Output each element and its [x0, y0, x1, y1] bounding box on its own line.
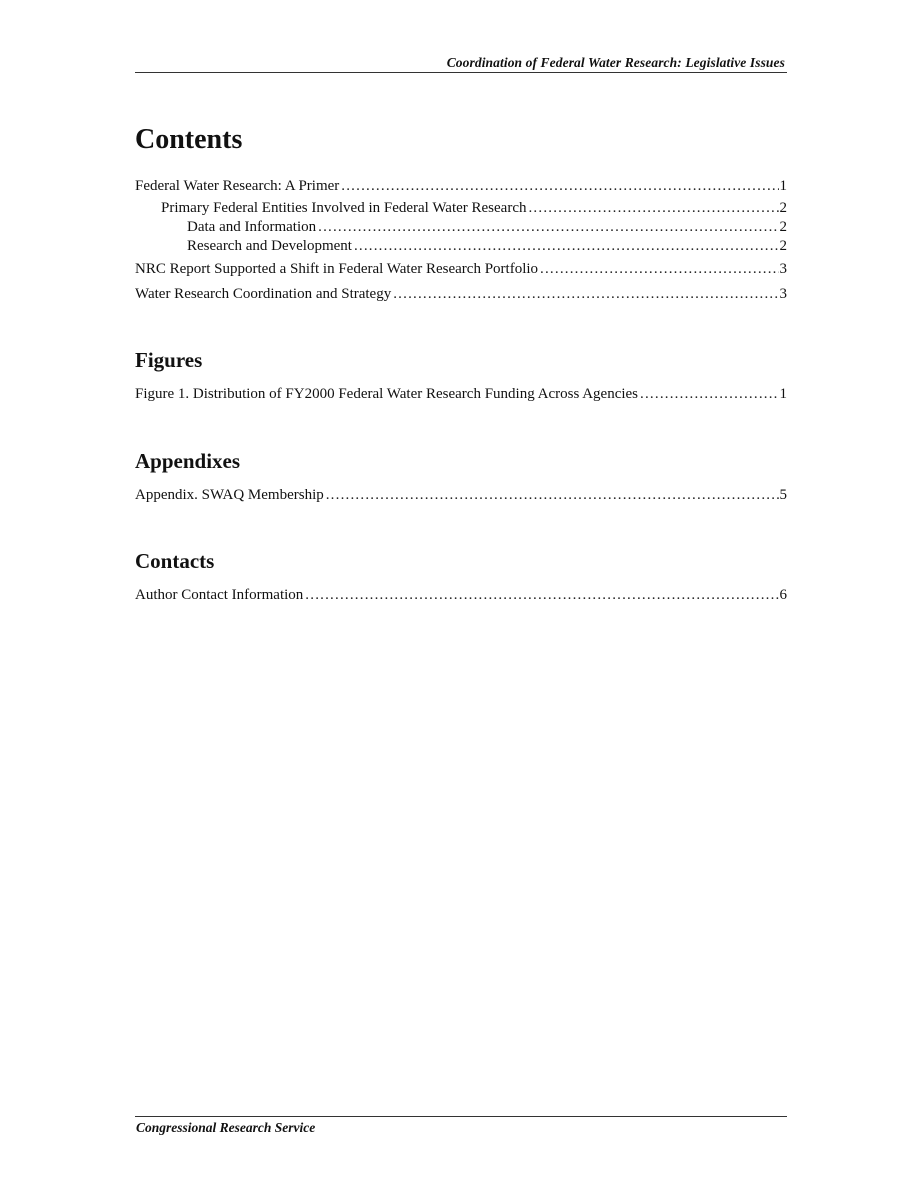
toc-entry[interactable]: [135, 260, 787, 279]
toc-entry-label: Research and Development: [187, 238, 352, 254]
toc-page-number: 2: [779, 200, 787, 216]
page-footer: [135, 1116, 787, 1135]
toc-page-number: 3: [779, 286, 787, 302]
toc-entry-label: NRC Report Supported a Shift in Federal Water Research Portfolio: [135, 261, 539, 277]
toc-page-number: 1: [779, 178, 787, 194]
toc-entry-label: Water Research Coordination and Strategy: [135, 286, 392, 302]
toc-entry-label: Data and Information: [187, 219, 317, 235]
toc-page-number: 1: [779, 386, 787, 402]
toc-entry[interactable]: [135, 486, 787, 505]
toc-entry-label: Figure 1. Distribution of FY2000 Federal Water Research Funding Across Agencies: [135, 386, 639, 402]
toc-entry-label: Appendix. SWAQ Membership: [135, 487, 324, 503]
toc-entry[interactable]: [135, 385, 787, 404]
toc-entry[interactable]: [161, 199, 787, 218]
contacts-heading: Contacts: [135, 549, 215, 573]
toc-entry-label: Primary Federal Entities Involved in Federal Water Research: [161, 200, 527, 216]
toc-page-number: 2: [779, 238, 787, 254]
toc-entry[interactable]: [187, 237, 787, 256]
toc-dot-leader: [528, 199, 778, 218]
toc-dot-leader: [354, 237, 779, 256]
appendixes-heading: Appendixes: [135, 449, 241, 473]
toc-dot-leader: [540, 260, 778, 279]
contents-heading: Contents: [135, 124, 243, 155]
footer-organization: Congressional Research Service: [136, 1120, 316, 1135]
toc-dot-leader: [640, 385, 778, 404]
running-title: Coordination of Federal Water Research: Legislative Issues: [446, 55, 785, 70]
toc-entry[interactable]: [187, 218, 787, 237]
toc-page-number: 5: [779, 487, 787, 503]
toc-entry[interactable]: [135, 177, 787, 196]
toc-page-number: 3: [779, 261, 787, 277]
toc-dot-leader: [318, 218, 778, 237]
figures-heading: Figures: [135, 348, 203, 372]
toc-entry[interactable]: [135, 586, 787, 605]
toc-page-number: 6: [779, 587, 787, 603]
toc-dot-leader: [393, 285, 778, 304]
page-header: [135, 54, 787, 73]
toc-entry-label: Federal Water Research: A Primer: [135, 178, 340, 194]
toc-dot-leader: [341, 177, 778, 196]
toc-page-number: 2: [779, 219, 787, 235]
toc-dot-leader: [326, 486, 779, 505]
toc-entry-label: Author Contact Information: [135, 587, 304, 603]
toc-entry[interactable]: [135, 285, 787, 304]
toc-dot-leader: [305, 586, 778, 605]
